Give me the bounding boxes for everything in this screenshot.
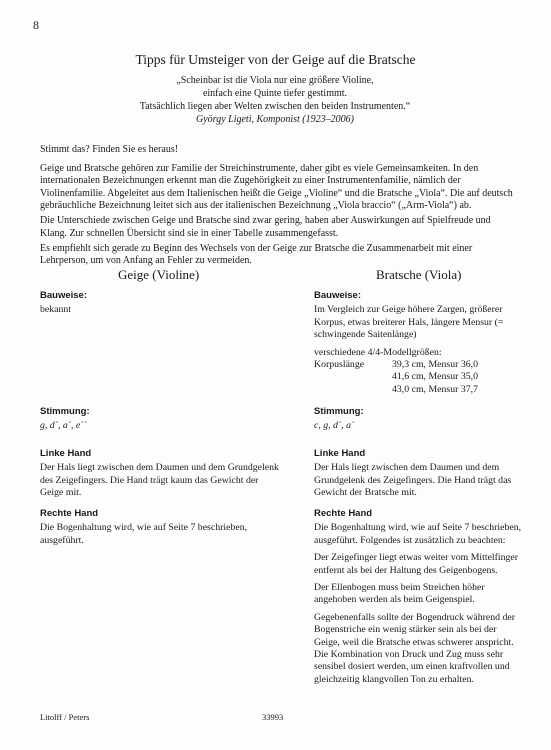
linke-hand-heading: Linke Hand [314,448,366,459]
linke-hand-heading: Linke Hand [40,448,92,459]
linke-hand-text: Der Hals liegt zwischen dem Daumen und dem Grundgelenk des Zeigefingers. Die Hand trägt das Gewicht der Bratsche mit. [314,462,512,499]
korpus-sizes [314,359,524,396]
publisher-footer: Litolff / Peters [40,712,90,722]
rechte-hand-point: Gegebenenfalls sollte der Bogendruck während der Bogenstriche ein wenig stärker sein als bei der Geige, weil die Bratsche etwas schwerer anspricht. [314,611,516,648]
linke-hand-text: Der Hals liegt zwischen dem Daumen und dem Grundgelenk des Zeigefingers. Die Hand trägt kaum das Gewicht der Geige mit. [40,462,279,499]
page-title: Tipps für Umsteiger von der Geige auf die Bratsche [135,52,416,67]
bauweise-heading: Bauweise: [40,290,87,301]
quote-line: „Scheinbar ist die Viola nur eine größere Violine, [176,75,374,86]
violin-column-title: Geige (Violine) [118,267,200,282]
plate-number: 33993 [262,712,284,722]
korpuslaenge-label: Korpuslänge [314,359,365,371]
bauweise-text: Im Vergleich zur Geige höhere Zargen, größerer Korpus, etwas breiterer Hals, längere Mensur (= schwingende Saitenlänge) [314,304,504,341]
stimmung-heading: Stimmung: [314,406,364,417]
size-entry: 41,6 cm, Mensur 35,0 [392,371,478,383]
stimmung-text: c, g, d´, a´ [314,420,355,432]
quote-line: einfach eine Quinte tiefer gestimmt. [202,88,348,99]
violin-column [40,290,280,560]
bauweise-heading: Bauweise: [314,290,361,301]
viola-column-title: Bratsche (Viola) [376,267,462,282]
stimmung-heading: Stimmung: [40,406,90,417]
viola-column [314,290,524,700]
size-entry: 43,0 cm, Mensur 37,7 [392,383,478,395]
rechte-hand-point: Der Ellenbogen muss beim Streichen höher angehoben werden als beim Geigenspiel. [314,582,485,606]
intro-text [40,136,518,270]
bauweise-text: bekannt [40,304,72,316]
quote [70,74,480,126]
intro-paragraph: Es empfiehlt sich gerade zu Beginn des Wechsels von der Geige zur Bratsche die Zusammenarbeit mit einer Lehrperson, um von Anfang an Fehler zu vermeiden. [40,242,473,266]
modellgroessen-label: verschiedene 4/4-Modellgrößen: [314,346,442,358]
rechte-hand-point: Der Zeigefinger liegt etwas weiter vom Mittelfinger entfernt als bei der Haltung des Geigenbogens. [314,552,519,576]
intro-paragraph: Die Unterschiede zwischen Geige und Bratsche sind zwar gering, haben aber Auswirkungen auf Spielfreude und Klang. Zur schnellen Übersicht sind sie in einer Tabelle zusammengefasst. [40,215,491,239]
quote-line: Tatsächlich liegen aber Welten zwischen den beiden Instrumenten.“ [139,101,411,112]
quote-author: György Ligeti, Komponist (1923–2006) [196,114,354,125]
stimmung-text: g, d´, a´, e´´ [40,420,87,432]
rechte-hand-point: Die Kombination von Druck und Zug muss sehr sensibel dosiert werden, um einen kraftvollen und gleichzeitig klangvollen Ton zu erhalten. [314,649,510,685]
rechte-hand-heading: Rechte Hand [40,508,99,519]
rechte-hand-text: Die Bogenhaltung wird, wie auf Seite 7 beschrieben, ausgeführt. Folgendes ist zusätzlich zu beachten: [314,522,522,546]
intro-question: Stimmt das? Finden Sie es heraus! [40,144,179,155]
page-number: 8 [33,18,39,32]
rechte-hand-text: Die Bogenhaltung wird, wie auf Seite 7 beschrieben, ausgeführt. [40,522,248,546]
intro-paragraph: Geige und Bratsche gehören zur Familie der Streichinstrumente, daher gibt es viele Gemeinsamkeiten. In den internationalen Bezeichnungen erkennt man die Zugehörigkeit zu einer Instrumentenfamilie, nämlich der Violinenfamilie. Abgeleitet aus dem Italienischen heißt die Geige „Violine“ und die Bratsche „Viola“. Die auf deutsch gebräuchliche Bezeichnung leitet sich aus der italienischen Bezeichnung „Viola braccio“ („Arm-Viola“) ab. [40,162,513,211]
rechte-hand-heading: Rechte Hand [314,508,373,519]
size-entry: 39,3 cm, Mensur 36,0 [392,359,478,371]
